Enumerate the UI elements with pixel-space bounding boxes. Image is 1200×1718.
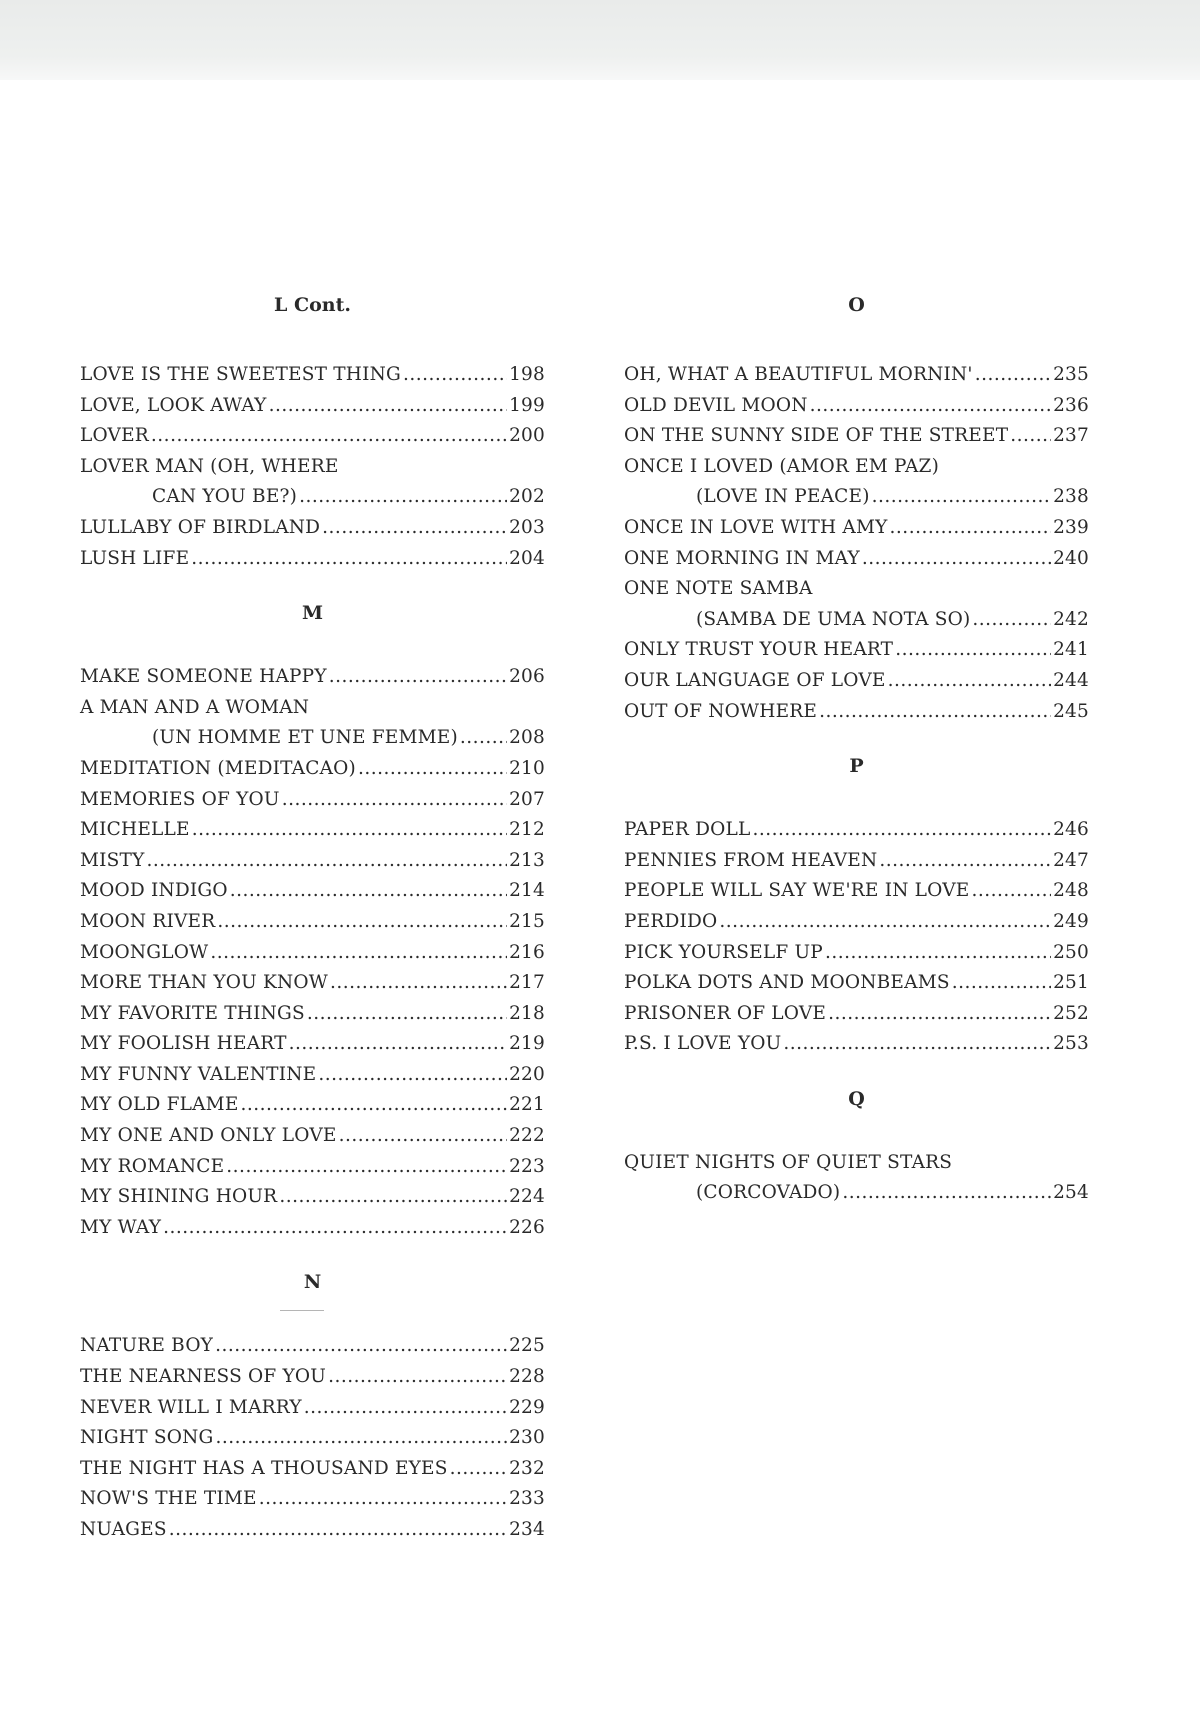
- index-entry: THE NIGHT HAS A THOUSAND EYES ..... 232: [80, 1454, 545, 1485]
- index-entry: ONE NOTE SAMBA: [624, 578, 813, 600]
- index-entry: PAPER DOLL ..... 246: [624, 815, 1089, 846]
- index-entry-continuation: (CORCOVADO) ..... 254: [624, 1178, 1089, 1209]
- index-entry-continuation: (LOVE IN PEACE) ..... 238: [624, 482, 1089, 513]
- index-entry: MY ROMANCE ..... 223: [80, 1152, 545, 1183]
- index-entry: P.S. I LOVE YOU ..... 253: [624, 1029, 1089, 1060]
- index-entry: PICK YOURSELF UP ..... 250: [624, 938, 1089, 969]
- index-entry: LOVE IS THE SWEETEST THING ..... 198: [80, 360, 545, 391]
- section-heading-p: P: [849, 755, 864, 778]
- index-entry: ONCE IN LOVE WITH AMY ..... 239: [624, 513, 1089, 544]
- index-entry: MY FUNNY VALENTINE ..... 220: [80, 1060, 545, 1091]
- index-entry: LULLABY OF BIRDLAND ..... 203: [80, 513, 545, 544]
- index-entry: LUSH LIFE ..... 204: [80, 544, 545, 575]
- section-heading-o: O: [848, 294, 865, 316]
- index-entry: MAKE SOMEONE HAPPY ..... 206: [80, 662, 545, 693]
- index-entry: QUIET NIGHTS OF QUIET STARS: [624, 1151, 953, 1173]
- index-entry: NUAGES ..... 234: [80, 1515, 545, 1546]
- index-entry: NIGHT SONG ..... 230: [80, 1423, 545, 1454]
- index-entry: MISTY ..... 213: [80, 846, 545, 877]
- index-entry: MOON RIVER ..... 215: [80, 907, 545, 938]
- index-entry: A MAN AND A WOMAN: [80, 696, 310, 718]
- index-entry: ONCE I LOVED (AMOR EM PAZ): [624, 455, 939, 477]
- section-heading-n: N: [303, 1271, 322, 1294]
- index-entry: NOW'S THE TIME ..... 233: [80, 1484, 545, 1515]
- index-entry: MEDITATION (MEDITACAO) ..... 210: [80, 754, 545, 785]
- index-entry: THE NEARNESS OF YOU ..... 228: [80, 1362, 545, 1393]
- index-entry: NEVER WILL I MARRY ..... 229: [80, 1393, 545, 1424]
- section-heading-q: Q: [848, 1087, 865, 1110]
- index-entry: LOVER MAN (OH, WHERE: [80, 455, 339, 477]
- index-entry: ON THE SUNNY SIDE OF THE STREET ..... 237: [624, 421, 1089, 452]
- index-entry-continuation: (UN HOMME ET UNE FEMME) ..... 208: [80, 723, 545, 754]
- index-entry: ONLY TRUST YOUR HEART ..... 241: [624, 635, 1089, 666]
- index-entry: OUT OF NOWHERE ..... 245: [624, 697, 1089, 728]
- index-entry: OH, WHAT A BEAUTIFUL MORNIN' ..... 235: [624, 360, 1089, 391]
- section-heading-m: M: [301, 602, 324, 625]
- index-entry: MICHELLE ..... 212: [80, 815, 545, 846]
- index-entry: PENNIES FROM HEAVEN ..... 247: [624, 846, 1089, 877]
- index-column-right: [624, 290, 1089, 1209]
- index-entry: PERDIDO ..... 249: [624, 907, 1089, 938]
- section-heading-l-cont: L Cont.: [274, 294, 351, 316]
- index-entry: OLD DEVIL MOON ..... 236: [624, 391, 1089, 422]
- index-entry-continuation: (SAMBA DE UMA NOTA SO) ..... 242: [624, 605, 1089, 636]
- index-entry: MY FOOLISH HEART ..... 219: [80, 1029, 545, 1060]
- index-entry: MY OLD FLAME ..... 221: [80, 1090, 545, 1121]
- index-entry: NATURE BOY ..... 225: [80, 1331, 545, 1362]
- index-entry: MY ONE AND ONLY LOVE ..... 222: [80, 1121, 545, 1152]
- index-entry: MOOD INDIGO ..... 214: [80, 876, 545, 907]
- index-entry: POLKA DOTS AND MOONBEAMS ..... 251: [624, 968, 1089, 999]
- index-entry: OUR LANGUAGE OF LOVE ..... 244: [624, 666, 1089, 697]
- index-entry: MY FAVORITE THINGS ..... 218: [80, 999, 545, 1030]
- index-entry: MEMORIES OF YOU ..... 207: [80, 785, 545, 816]
- index-entry: MY WAY ..... 226: [80, 1213, 545, 1244]
- index-entry: MOONGLOW ..... 216: [80, 938, 545, 969]
- index-entry: LOVER ..... 200: [80, 421, 545, 452]
- index-entry: LOVE, LOOK AWAY ..... 199: [80, 391, 545, 422]
- index-entry: MORE THAN YOU KNOW ..... 217: [80, 968, 545, 999]
- index-entry: MY SHINING HOUR ..... 224: [80, 1182, 545, 1213]
- scan-top-shadow: [0, 0, 1200, 80]
- pencil-mark: [280, 1310, 324, 1311]
- index-entry: PEOPLE WILL SAY WE'RE IN LOVE ..... 248: [624, 876, 1089, 907]
- index-entry-continuation: CAN YOU BE?) ..... 202: [80, 482, 545, 513]
- index-entry: PRISONER OF LOVE ..... 252: [624, 999, 1089, 1030]
- index-column-left: [80, 290, 545, 1546]
- index-entry: ONE MORNING IN MAY ..... 240: [624, 544, 1089, 575]
